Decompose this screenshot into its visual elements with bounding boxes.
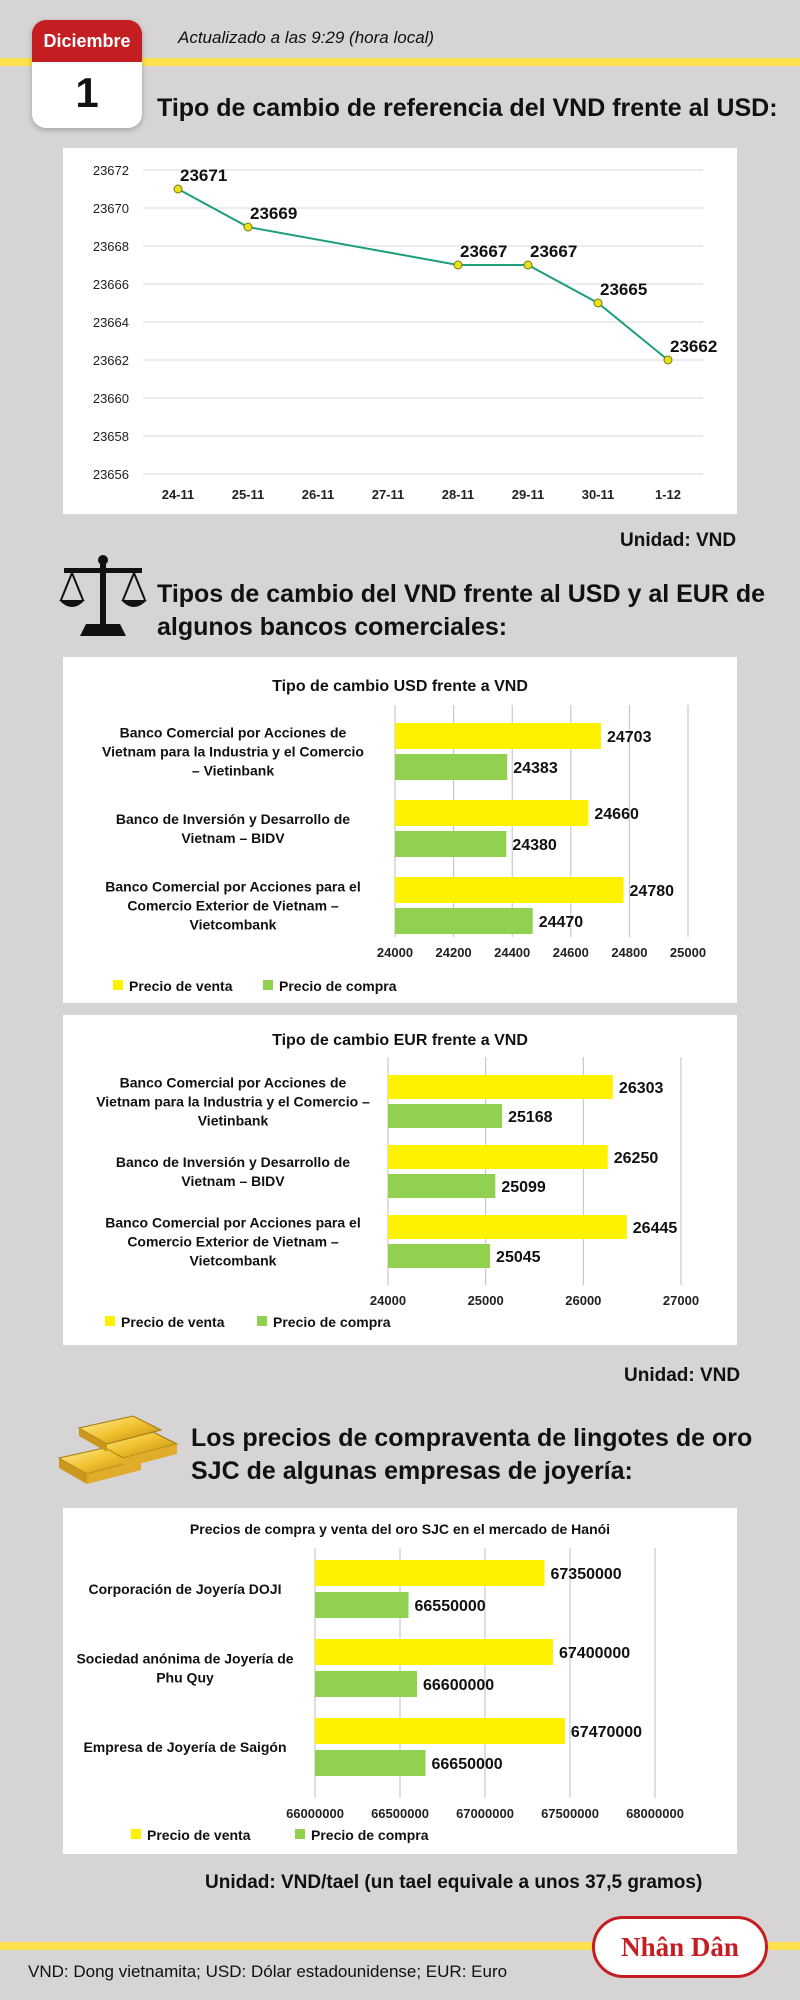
x-tick-label: 24800 <box>611 945 648 960</box>
nhandan-logo: Nhân Dân <box>592 1916 768 1978</box>
bar <box>395 877 624 903</box>
data-label: 25045 <box>496 1249 541 1266</box>
x-tick-label: 27000 <box>662 1293 700 1308</box>
bar <box>395 831 506 857</box>
x-tick-label: 24000 <box>376 945 414 960</box>
y-tick-label: 23658 <box>92 429 129 444</box>
data-point <box>244 223 252 231</box>
data-label: 25099 <box>501 1179 546 1196</box>
data-label: 23669 <box>250 204 298 223</box>
data-label: 24383 <box>513 760 558 777</box>
bar <box>315 1560 545 1586</box>
y-tick-label: 23666 <box>92 277 129 292</box>
x-tick-label: 27-11 <box>371 487 405 502</box>
y-tick-label: 23668 <box>92 239 129 254</box>
data-label: 67350000 <box>550 1566 622 1583</box>
bar <box>388 1104 502 1128</box>
x-tick-label: 26-11 <box>301 487 335 502</box>
legend-label: Precio de venta <box>129 978 233 994</box>
category-label: Comercio Exterior de Vietnam – <box>127 1233 339 1250</box>
update-time: Actualizado a las 9:29 (hora local) <box>178 28 435 47</box>
data-label: 23671 <box>180 166 228 185</box>
bar <box>395 723 601 749</box>
x-tick-label: 28-11 <box>441 487 475 502</box>
category-label: Vietnam para la Industria y el Comercio – <box>96 1093 370 1110</box>
data-label: 67470000 <box>570 1724 643 1741</box>
data-label: 23665 <box>600 280 648 299</box>
usd-rate-chart <box>63 657 737 1003</box>
reference-rate-title: Tipo de cambio de referencia del VND frente al USD: <box>157 94 778 122</box>
calendar-month: Diciembre <box>32 20 142 62</box>
data-label: 26445 <box>632 1220 678 1237</box>
chart-title: Tipo de cambio USD frente a VND <box>272 678 528 695</box>
category-label: Vietnam – BIDV <box>181 830 285 846</box>
category-label: Banco Comercial por Acciones de <box>119 1074 347 1091</box>
bar <box>315 1718 565 1744</box>
y-tick-label: 23672 <box>92 163 129 178</box>
data-label: 24470 <box>538 914 584 931</box>
category-label: Vietinbank <box>197 1112 269 1129</box>
bar <box>315 1750 426 1776</box>
legend-label: Precio de venta <box>121 1314 225 1330</box>
gold-price-chart <box>63 1508 737 1854</box>
gold-bars-icon <box>55 1406 183 1486</box>
data-label: 66550000 <box>414 1598 486 1615</box>
data-label: 23662 <box>670 337 718 356</box>
bar <box>388 1244 490 1268</box>
chart-title: Precios de compra y venta del oro SJC en el mercado de Hanói <box>189 1521 611 1537</box>
legend-swatch <box>105 1316 115 1326</box>
category-label: Banco Comercial por Acciones para el <box>105 1214 361 1231</box>
data-label: 23667 <box>460 242 508 261</box>
category-label: – Vietinbank <box>191 762 275 779</box>
data-label: 24780 <box>629 883 675 900</box>
x-tick-label: 68000000 <box>626 1806 684 1821</box>
bar <box>388 1215 627 1239</box>
x-tick-label: 24200 <box>435 945 472 960</box>
y-tick-label: 23662 <box>92 353 129 368</box>
bar <box>388 1075 613 1099</box>
data-label: 23667 <box>530 242 578 261</box>
legend-label: Precio de compra <box>273 1314 391 1330</box>
legend-label: Precio de compra <box>311 1827 429 1843</box>
eur-rate-panel <box>63 1015 737 1345</box>
bar <box>315 1592 409 1618</box>
x-tick-label: 25-11 <box>231 487 265 502</box>
data-point <box>454 261 462 269</box>
legend-swatch <box>263 980 273 990</box>
category-label: Vietnam – BIDV <box>181 1173 285 1189</box>
data-label: 24660 <box>594 806 639 823</box>
data-label: 25168 <box>508 1109 553 1126</box>
x-tick-label: 24-11 <box>161 487 195 502</box>
bar <box>388 1145 608 1169</box>
abbreviations-note: VND: Dong vietnamita; USD: Dólar estadounidense; EUR: Euro <box>28 1962 508 1981</box>
data-label: 24703 <box>606 729 652 746</box>
gold-unit: Unidad: VND/tael (un tael equivale a unos 37,5 gramos) <box>205 1872 703 1893</box>
x-tick-label: 24000 <box>369 1293 407 1308</box>
x-tick-label: 26000 <box>565 1293 602 1308</box>
gold-title <box>191 1422 752 1488</box>
category-label: Vietcombank <box>189 1252 277 1269</box>
bar <box>395 754 507 780</box>
gold-title-line1: Los precios de compraventa de lingotes de oro <box>191 1424 753 1452</box>
data-label: 67400000 <box>559 1645 631 1662</box>
x-tick-label: 25000 <box>669 945 707 960</box>
gold-price-panel <box>63 1508 737 1854</box>
category-label: Banco de Inversión y Desarrollo de <box>115 811 351 827</box>
category-label: Corporación de Joyería DOJI <box>88 1581 282 1597</box>
banks-title-line1: Tipos de cambio del VND frente al USD y al EUR de <box>157 580 766 608</box>
bar <box>395 908 533 934</box>
y-tick-label: 23660 <box>92 391 129 406</box>
reference-rate-unit: Unidad: VND <box>620 530 737 551</box>
bar <box>388 1174 495 1198</box>
category-label: Phu Quy <box>156 1669 214 1686</box>
data-label: 66600000 <box>423 1677 495 1694</box>
legend-swatch <box>113 980 123 990</box>
category-label: Banco Comercial por Acciones de <box>119 724 347 741</box>
eur-rate-chart <box>63 1015 737 1345</box>
data-label: 26303 <box>618 1080 664 1097</box>
category-label: Banco de Inversión y Desarrollo de <box>115 1154 351 1170</box>
data-label: 66650000 <box>431 1756 503 1773</box>
legend-swatch <box>131 1829 141 1839</box>
legend-swatch <box>257 1316 267 1326</box>
legend-label: Precio de compra <box>279 978 397 994</box>
chart-title: Tipo de cambio EUR frente a VND <box>272 1032 528 1049</box>
legend-swatch <box>295 1829 305 1839</box>
category-label: Vietnam para la Industria y el Comercio <box>102 743 364 760</box>
gold-title-line2: SJC de algunas empresas de joyería: <box>191 1457 633 1485</box>
reference-rate-chart <box>63 148 737 514</box>
data-label: 26250 <box>613 1150 659 1167</box>
data-point <box>174 185 182 193</box>
y-tick-label: 23656 <box>92 467 129 482</box>
x-tick-label: 1-12 <box>654 487 682 502</box>
banks-unit: Unidad: VND <box>624 1365 741 1386</box>
category-label: Comercio Exterior de Vietnam – <box>127 897 339 914</box>
category-label: Banco Comercial por Acciones para el <box>105 878 361 895</box>
x-tick-label: 66000000 <box>286 1806 344 1821</box>
x-tick-label: 67000000 <box>456 1806 514 1821</box>
data-label: 24380 <box>512 837 557 854</box>
category-label: Empresa de Joyería de Saigón <box>83 1739 287 1755</box>
bar <box>315 1639 553 1665</box>
x-tick-label: 24600 <box>552 945 589 960</box>
category-label: Vietcombank <box>189 916 277 933</box>
x-tick-label: 24400 <box>494 945 531 960</box>
legend-label: Precio de venta <box>147 1827 251 1843</box>
date-calendar <box>32 20 142 128</box>
scales-icon <box>58 552 148 638</box>
category-label: Sociedad anónima de Joyería de <box>76 1650 294 1667</box>
x-tick-label: 25000 <box>467 1293 504 1308</box>
reference-rate-panel <box>63 148 737 514</box>
bar <box>315 1671 417 1697</box>
x-tick-label: 66500000 <box>371 1806 429 1821</box>
banks-title-line2: algunos bancos comerciales: <box>157 613 508 641</box>
data-point <box>594 299 602 307</box>
banks-title <box>157 578 765 644</box>
calendar-day: 1 <box>75 69 99 116</box>
y-tick-label: 23670 <box>92 201 129 216</box>
y-tick-label: 23664 <box>92 315 129 330</box>
data-point <box>524 261 532 269</box>
x-tick-label: 30-11 <box>581 487 615 502</box>
x-tick-label: 67500000 <box>541 1806 599 1821</box>
bar <box>395 800 588 826</box>
x-tick-label: 29-11 <box>511 487 545 502</box>
data-point <box>664 356 672 364</box>
usd-rate-panel <box>63 657 737 1003</box>
